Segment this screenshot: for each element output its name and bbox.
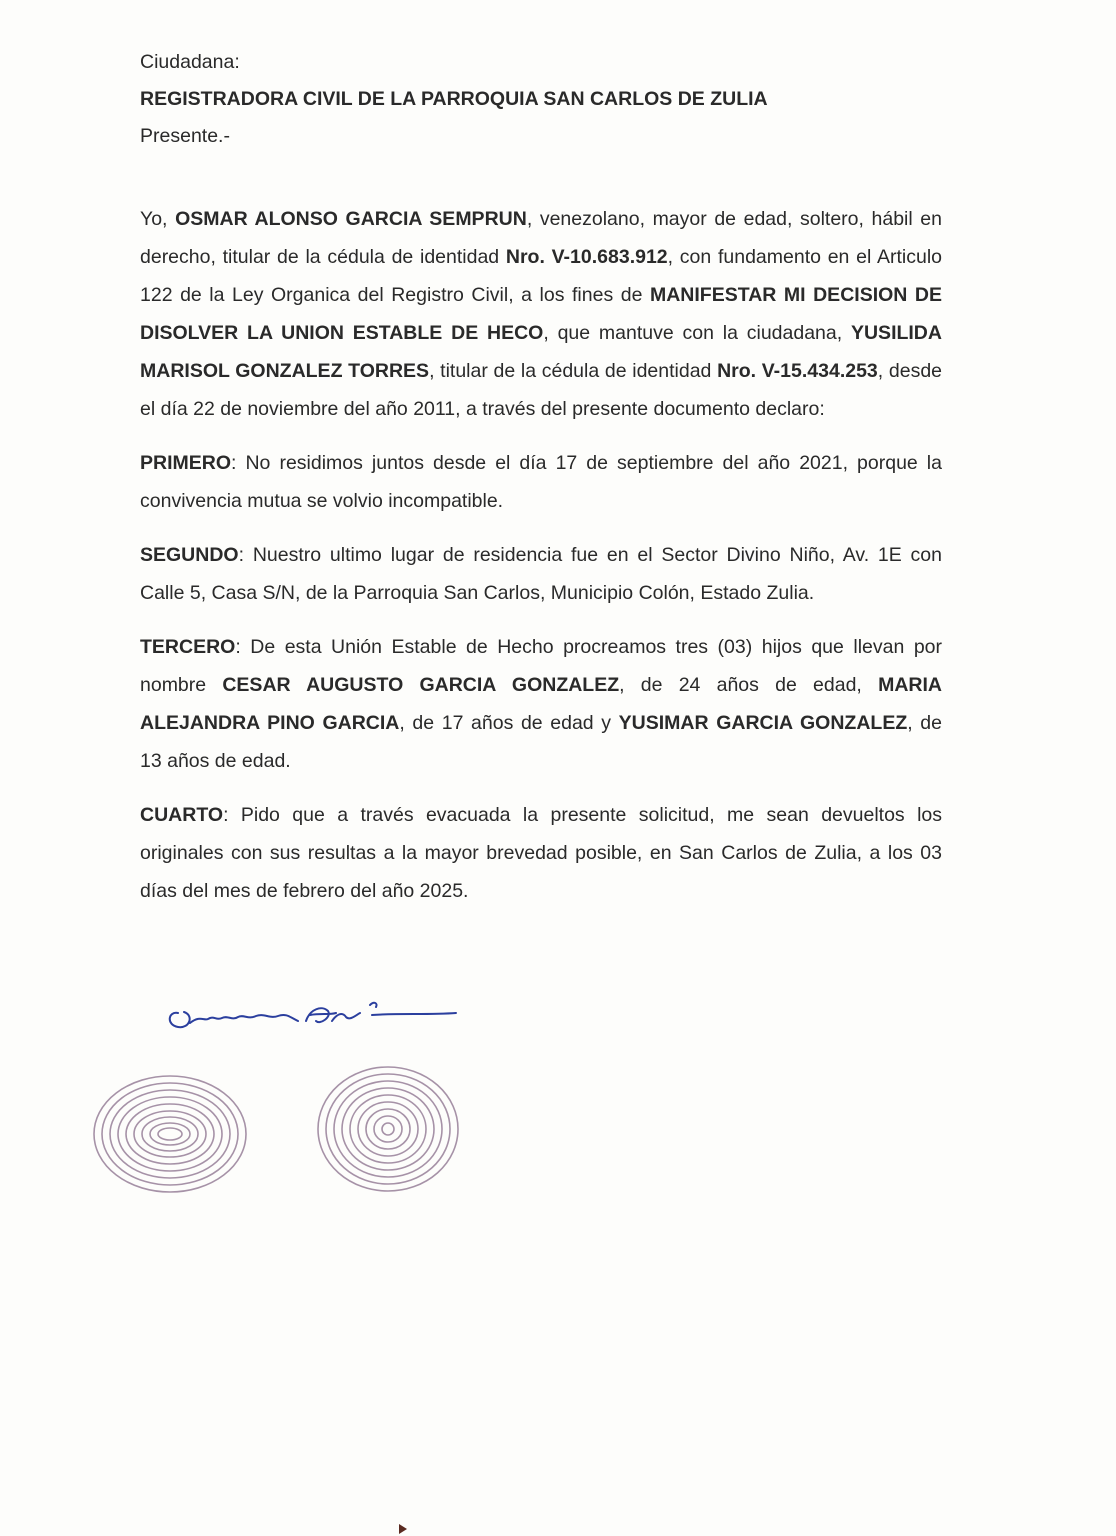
clause-text: : No residimos juntos desde el día 17 de septiembre del año 2021, porque la convivencia mutua se volvio incompatible. <box>140 452 942 512</box>
declarant-name: OSMAR ALONSO GARCIA SEMPRUN <box>175 208 527 230</box>
clause-tercero <box>140 628 942 780</box>
clause-text: : De esta Unión Estable de Hecho procreamos tres (03) hijos que llevan por nombre <box>140 636 942 696</box>
letter-body <box>140 200 942 926</box>
clause-cuarto <box>140 796 942 910</box>
clause-label: TERCERO <box>140 636 236 658</box>
clause-label: CUARTO <box>140 804 224 826</box>
partner-id: Nro. V-15.434.253 <box>717 360 878 382</box>
intro-text: Yo, <box>140 208 176 230</box>
clause-label: SEGUNDO <box>140 544 239 566</box>
child-name: CESAR AUGUSTO GARCIA GONZALEZ <box>222 674 620 696</box>
clause-text: , de 13 años de edad. <box>140 712 942 772</box>
child-name: YUSIMAR GARCIA GONZALEZ <box>618 712 908 734</box>
declarant-id: Nro. V-10.683.912 <box>505 246 668 268</box>
salutation: Ciudadana: <box>140 51 240 73</box>
handwritten-signature <box>160 985 470 1045</box>
child-name: MARIA ALEJANDRA PINO GARCIA <box>140 674 942 734</box>
clause-text: : Nuestro ultimo lugar de residencia fue en el Sector Divino Niño, Av. 1E con Calle 5, Casa S/N, de la Parroquia San Carlos, Municipio Colón, Estado Zulia. <box>140 544 942 604</box>
fingerprint-icon <box>82 1062 252 1202</box>
intro-paragraph <box>140 200 942 428</box>
clause-text: , de 17 años de edad y <box>399 712 619 734</box>
intro-text: , titular de la cédula de identidad <box>429 360 718 382</box>
intro-text: , con fundamento en el Articulo 122 de la Ley Organica del Registro Civil, a los fines de <box>140 246 942 306</box>
intro-text: , desde el día 22 de noviembre del año 2011, a través del presente documento declaro: <box>140 360 943 420</box>
clause-text: : Pido que a través evacuada la presente solicitud, me sean devueltos los originales con sus resultas a la mayor brevedad posible, en San Carlos de Zulia, a los 03 días del mes de febrero del año 2025. <box>140 804 942 902</box>
intro-text: , que mantuve con la ciudadana, <box>543 322 851 344</box>
fingerprint-icon <box>308 1055 470 1200</box>
addressee-block <box>140 44 960 155</box>
clause-primero <box>140 444 942 520</box>
scan-mark <box>396 1522 410 1536</box>
clause-label: PRIMERO <box>140 452 232 474</box>
clause-text: , de 24 años de edad, <box>619 674 879 696</box>
presente-closing: Presente.- <box>140 125 230 147</box>
intro-text: , venezolano, mayor de edad, soltero, hábil en derecho, titular de la cédula de identidad <box>140 208 942 268</box>
partner-name: YUSILIDA MARISOL GONZALEZ TORRES <box>140 322 942 382</box>
registry-office: REGISTRADORA CIVIL DE LA PARROQUIA SAN CARLOS DE ZULIA <box>140 88 768 110</box>
declaration-purpose: MANIFESTAR MI DECISION DE DISOLVER LA UNION ESTABLE DE HECO <box>140 284 942 344</box>
clause-segundo <box>140 536 942 612</box>
